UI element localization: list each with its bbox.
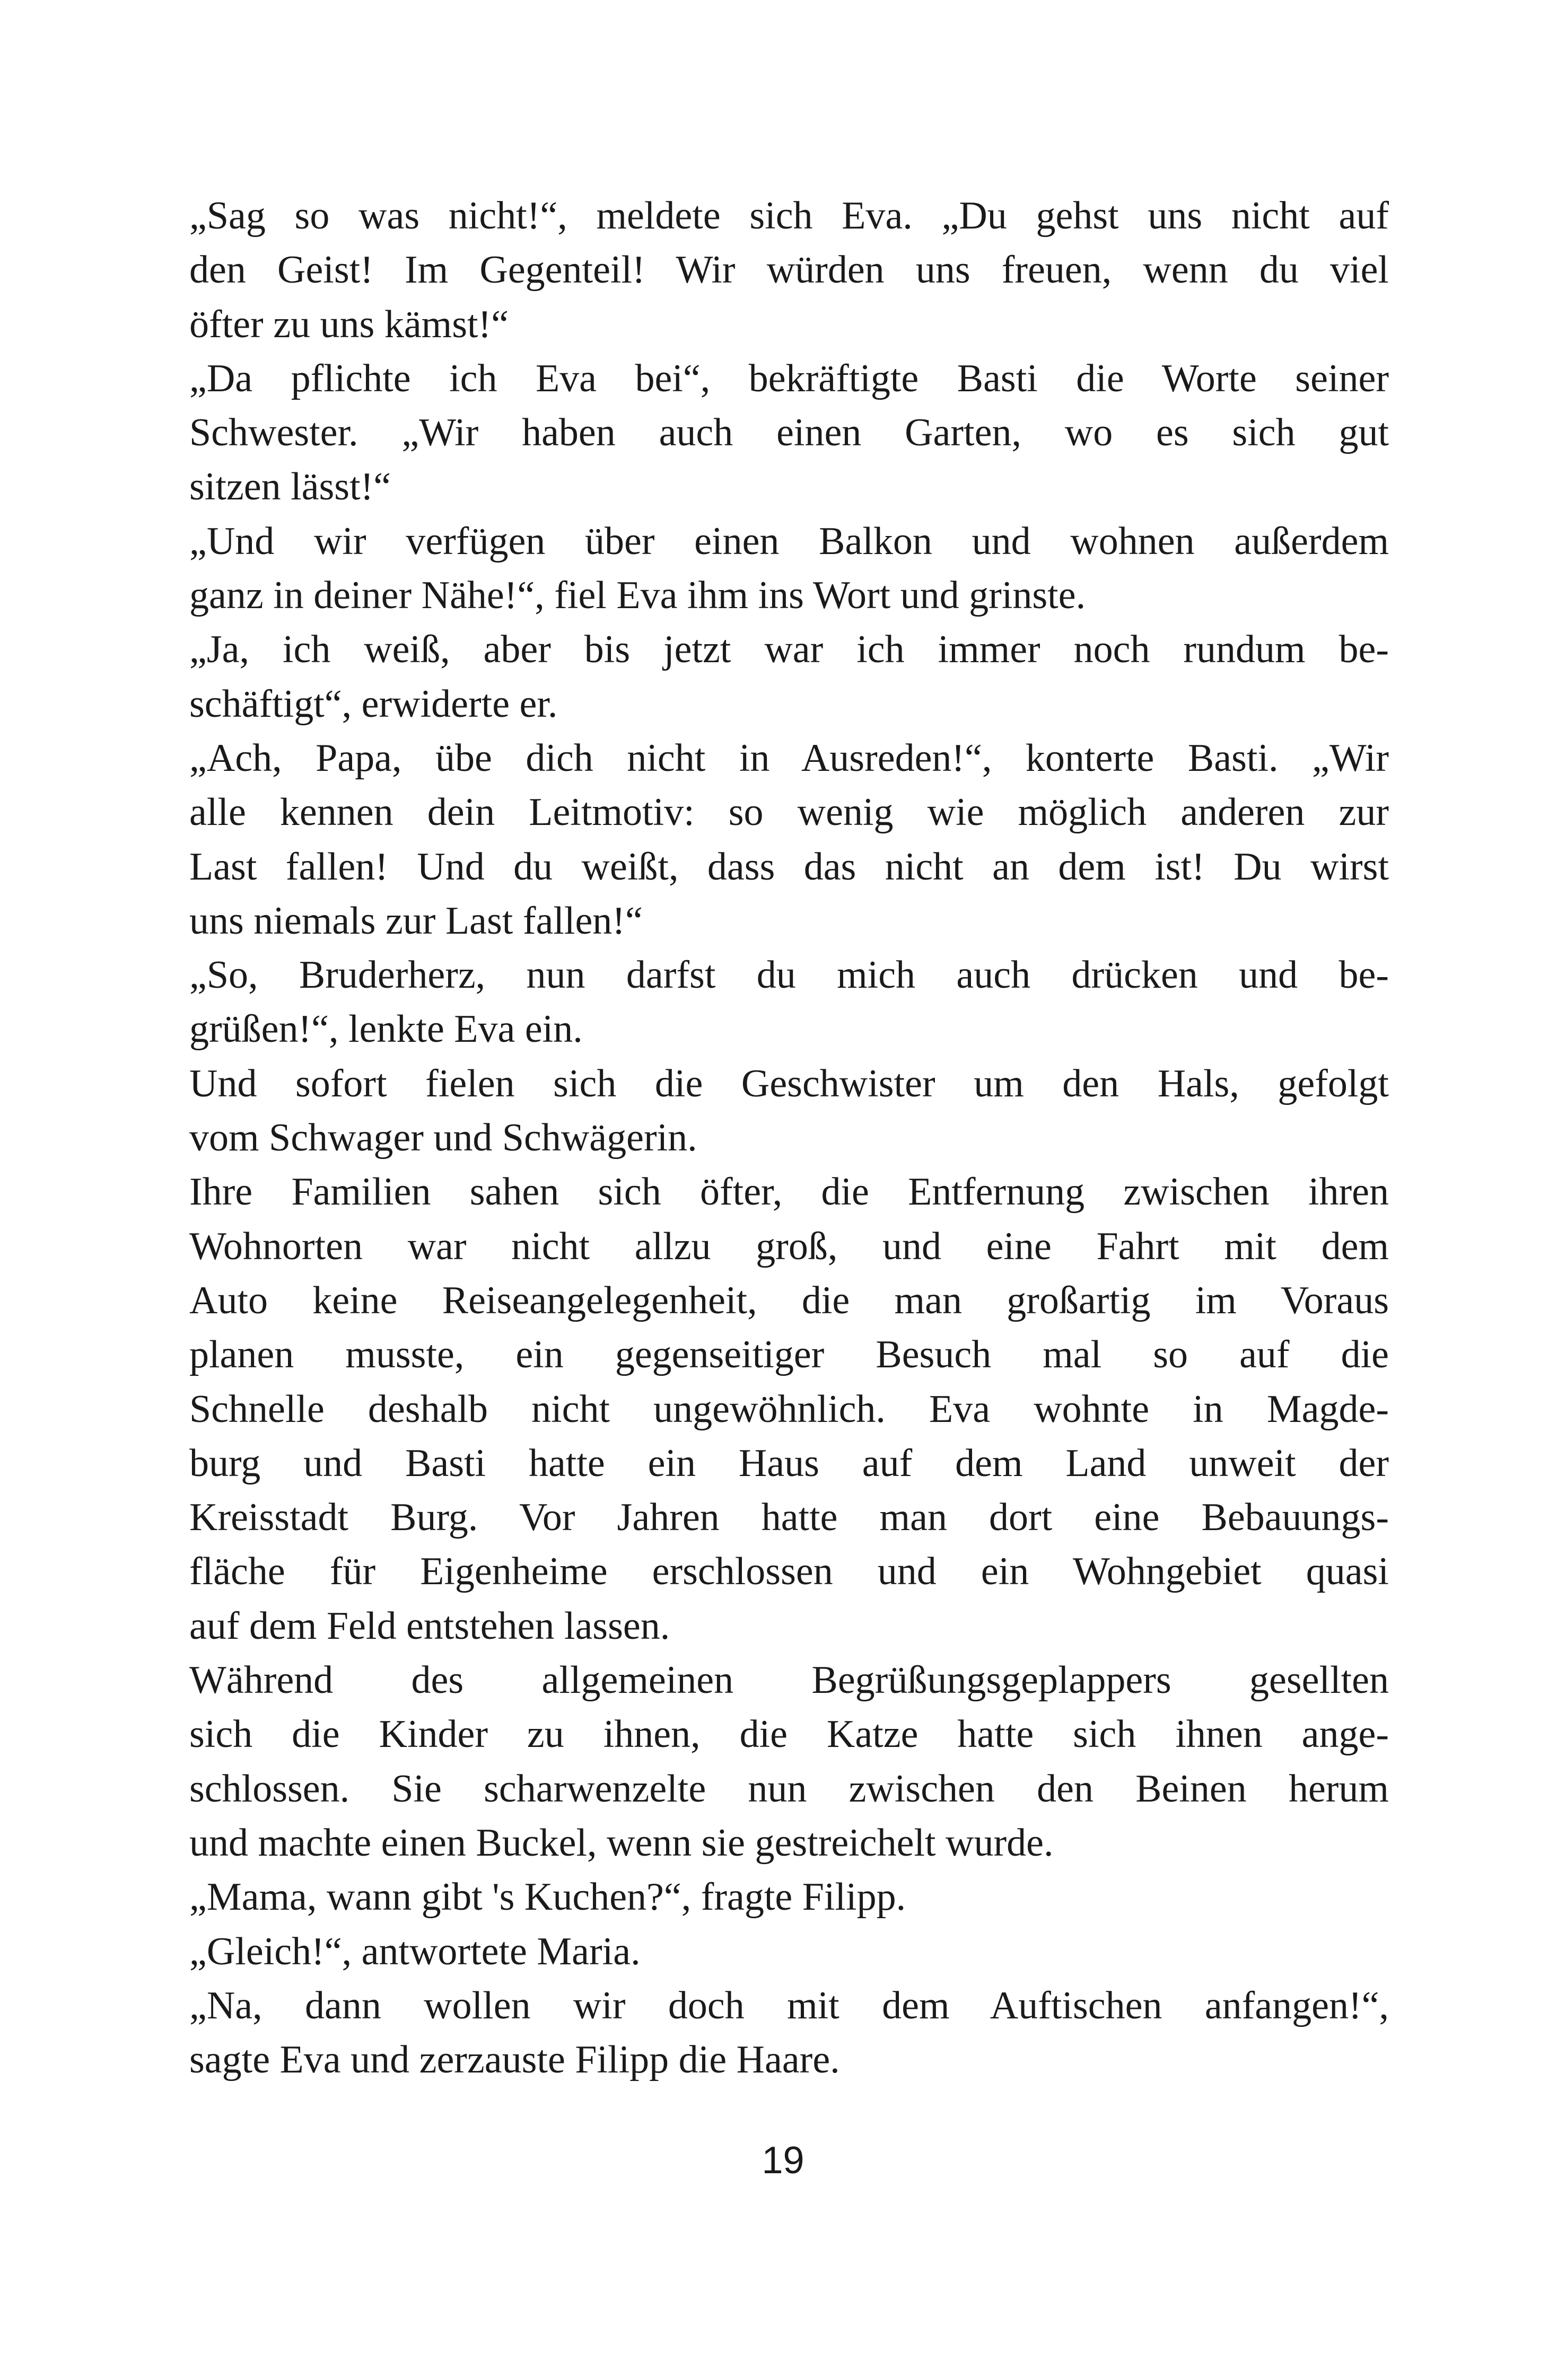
text-line: schlossen. Sie scharwenzelte nun zwischen den Beinen herum — [189, 1767, 1389, 1811]
text-line: vom Schwager und Schwägerin. — [189, 1116, 697, 1160]
text-line: „Und wir verfügen über einen Balkon und wohnen außerdem — [189, 519, 1389, 563]
text-line: grüßen!“, lenkte Eva ein. — [189, 1007, 583, 1051]
text-line: burg und Basti hatte ein Haus auf dem Land unweit der — [189, 1441, 1389, 1485]
text-line: Last fallen! Und du weißt, dass das nicht an dem ist! Du wirst — [189, 845, 1389, 889]
paragraph — [189, 1653, 1389, 1870]
paragraph — [189, 514, 1389, 623]
body-text — [189, 189, 1389, 2087]
text-line: Schnelle deshalb nicht ungewöhnlich. Eva wohnte in Magde- — [189, 1387, 1389, 1431]
text-line: den Geist! Im Gegenteil! Wir würden uns freuen, wenn du viel — [189, 248, 1389, 292]
text-line: uns niemals zur Last fallen!“ — [189, 899, 643, 943]
text-line: „So, Bruderherz, nun darfst du mich auch drücken und be- — [189, 953, 1389, 997]
text-line: öfter zu uns kämst!“ — [189, 302, 509, 346]
paragraph — [189, 1925, 1389, 1979]
text-line: „Gleich!“, antwortete Maria. — [189, 1929, 641, 1973]
paragraph — [189, 948, 1389, 1057]
text-line: planen musste, ein gegenseitiger Besuch mal so auf die — [189, 1333, 1389, 1377]
text-line: fläche für Eigenheime erschlossen und ein Wohngebiet quasi — [189, 1550, 1389, 1594]
text-line: „Mama, wann gibt 's Kuchen?“, fragte Filipp. — [189, 1875, 906, 1919]
text-line: „Ja, ich weiß, aber bis jetzt war ich immer noch rundum be- — [189, 628, 1389, 672]
paragraph — [189, 1057, 1389, 1165]
text-line: Und sofort fielen sich die Geschwister um den Hals, gefolgt — [189, 1061, 1389, 1105]
text-line: sich die Kinder zu ihnen, die Katze hatte sich ihnen ange- — [189, 1712, 1389, 1757]
text-line: schäftigt“, erwiderte er. — [189, 682, 558, 726]
paragraph — [189, 1979, 1389, 2087]
paragraph — [189, 731, 1389, 948]
text-line: „Da pflichte ich Eva bei“, bekräftigte Basti die Worte seiner — [189, 356, 1389, 400]
text-line: „Na, dann wollen wir doch mit dem Auftischen anfangen!“, — [189, 1983, 1389, 2027]
text-line: und machte einen Buckel, wenn sie gestreichelt wurde. — [189, 1821, 1054, 1865]
text-line: Während des allgemeinen Begrüßungsgeplappers gesellten — [189, 1658, 1389, 1702]
text-line: „Ach, Papa, übe dich nicht in Ausreden!“, konterte Basti. „Wir — [189, 736, 1389, 780]
text-line: alle kennen dein Leitmotiv: so wenig wie möglich anderen zur — [189, 791, 1389, 835]
text-line: Kreisstadt Burg. Vor Jahren hatte man dort eine Bebauungs- — [189, 1496, 1389, 1540]
paragraph — [189, 1870, 1389, 1924]
page-number: 19 — [762, 2139, 804, 2182]
text-line: ganz in deiner Nähe!“, fiel Eva ihm ins Wort und grinste. — [189, 574, 1086, 618]
text-line: sitzen lässt!“ — [189, 465, 391, 509]
text-line: Ihre Familien sahen sich öfter, die Entfernung zwischen ihren — [189, 1170, 1389, 1214]
text-line: „Sag so was nicht!“, meldete sich Eva. „Du gehst uns nicht auf — [189, 194, 1389, 238]
text-line: auf dem Feld entstehen lassen. — [189, 1604, 670, 1648]
text-line: Auto keine Reiseangelegenheit, die man großartig im Voraus — [189, 1278, 1389, 1322]
text-line: Wohnorten war nicht allzu groß, und eine Fahrt mit dem — [189, 1224, 1389, 1268]
text-line: Schwester. „Wir haben auch einen Garten, wo es sich gut — [189, 411, 1389, 455]
paragraph — [189, 189, 1389, 352]
paragraph — [189, 1165, 1389, 1653]
paragraph — [189, 352, 1389, 514]
text-line: sagte Eva und zerzauste Filipp die Haare. — [189, 2038, 840, 2082]
paragraph — [189, 622, 1389, 731]
